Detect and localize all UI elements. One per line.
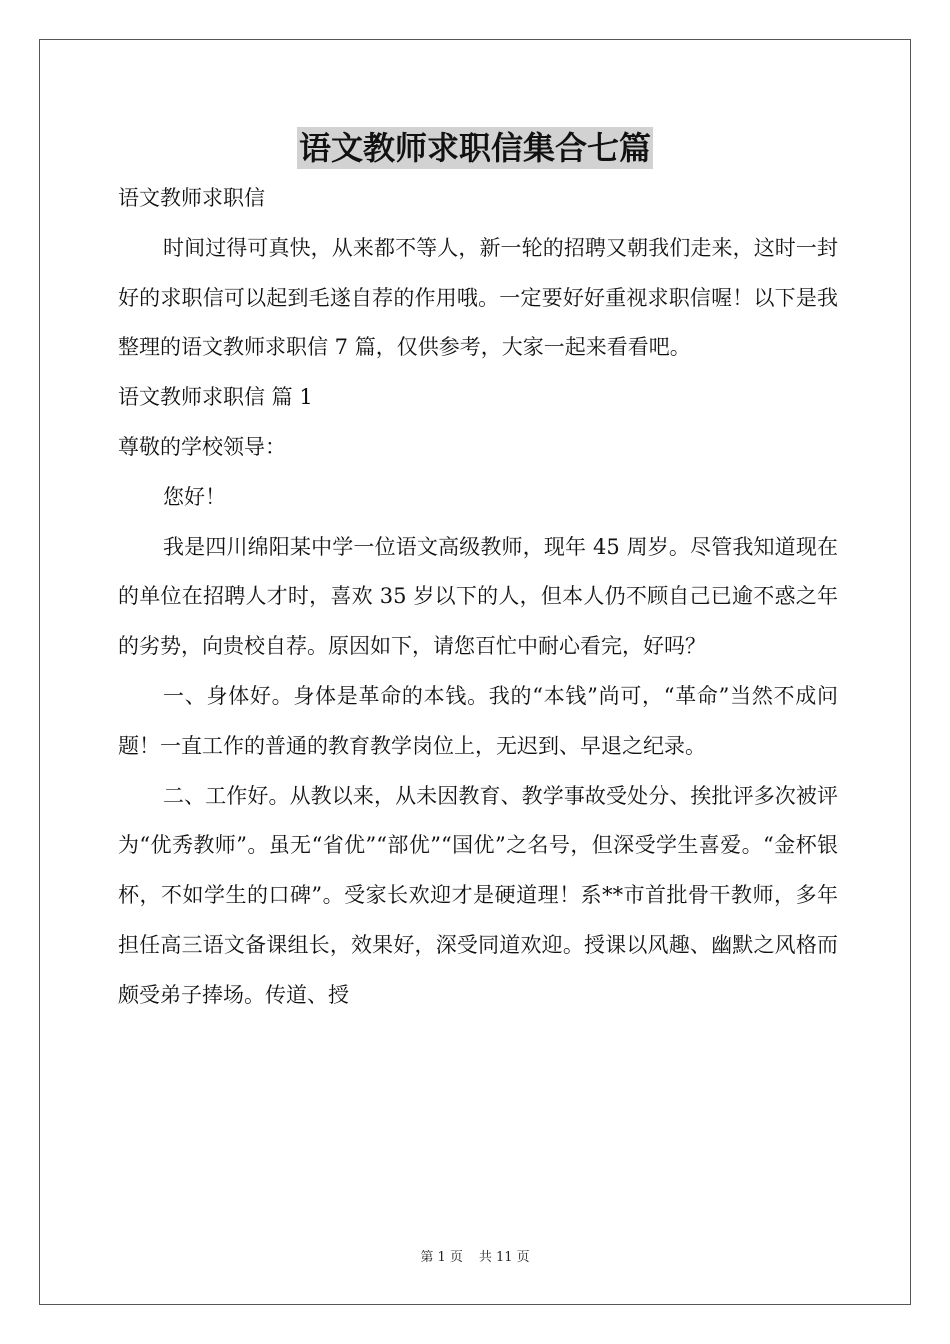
document-title: 语文教师求职信集合七篇 bbox=[298, 129, 651, 167]
paragraph-self-intro: 我是四川绵阳某中学一位语文高级教师，现年 45 周岁。尽管我知道现在的单位在招聘人才时，喜欢 35 岁以下的人，但本人仍不顾自己已逾不惑之年的劣势，向贵校自荐。原因如下，请您百忙中耐心看完，好吗？ bbox=[118, 534, 838, 659]
page-total: 共 11 页 bbox=[478, 1250, 530, 1265]
paragraph-salutation: 尊敬的学校领导： bbox=[118, 434, 286, 459]
title-area bbox=[0, 127, 950, 169]
paragraph-intro: 时间过得可真快，从来都不等人，新一轮的招聘又朝我们走来，这时一封好的求职信可以起到毛遂自荐的作用哦。一定要好好重视求职信喔！以下是我整理的语文教师求职信 7 篇，仅供参考，大家一起来看看吧。 bbox=[118, 235, 838, 360]
page-number: 第 1 页 bbox=[420, 1250, 463, 1265]
paragraph-section-heading: 语文教师求职信 篇 1 bbox=[118, 385, 313, 410]
paragraph-point-one: 一、身体好。身体是革命的本钱。我的“本钱”尚可，“革命”当然不成问题！一直工作的普通的教育教学岗位上，无迟到、早退之纪录。 bbox=[118, 683, 838, 758]
paragraph-greeting: 您好！ bbox=[163, 484, 226, 509]
document-body bbox=[118, 174, 838, 1021]
page-footer bbox=[0, 1249, 950, 1267]
paragraph-point-two: 二、工作好。从教以来，从未因教育、教学事故受处分、挨批评多次被评为“优秀教师”。虽无“省优”“部优”“国优”之名号，但深受学生喜爱。“金杯银杯，不如学生的口碑”。受家长欢迎才是硬道理！系**市首批骨干教师，多年担任高三语文备课组长，效果好，深受同道欢迎。授课以风趣、幽默之风格而颇受弟子捧场。传道、授 bbox=[118, 783, 838, 1007]
paragraph-subtitle: 语文教师求职信 bbox=[118, 186, 265, 210]
